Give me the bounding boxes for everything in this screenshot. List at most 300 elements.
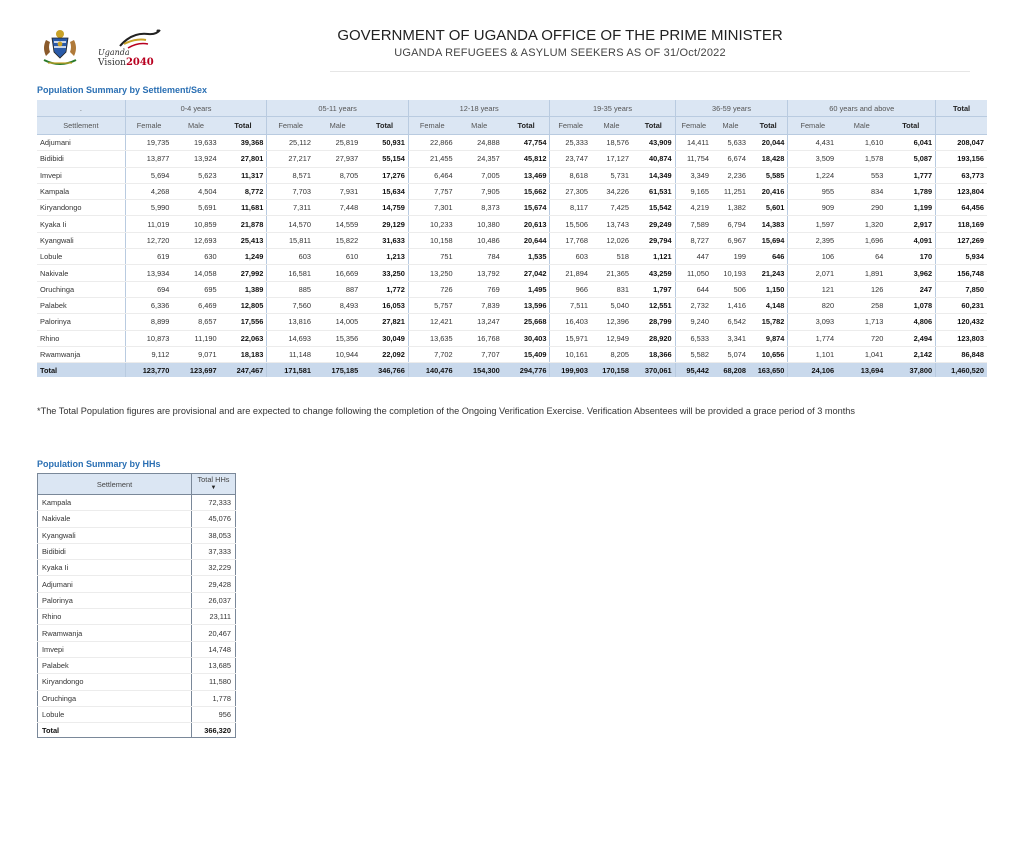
table-cell: 28,920 bbox=[632, 330, 675, 346]
table-cell: 506 bbox=[712, 281, 749, 297]
table-cell: 86,848 bbox=[936, 346, 987, 362]
table-cell: 19,633 bbox=[172, 135, 219, 151]
table-cell: 20,044 bbox=[749, 135, 788, 151]
table-cell: 25,333 bbox=[550, 135, 591, 151]
table-cell: 6,533 bbox=[675, 330, 712, 346]
hh-row bbox=[38, 690, 236, 706]
table-cell: 820 bbox=[788, 297, 837, 313]
sub-header: Total bbox=[220, 117, 267, 135]
table-cell: 5,040 bbox=[591, 297, 632, 313]
table-cell: 29,794 bbox=[632, 232, 675, 248]
table-cell: 5,582 bbox=[675, 346, 712, 362]
table-cell: 726 bbox=[408, 281, 455, 297]
table-cell: 13,792 bbox=[456, 265, 503, 281]
total-cell: 24,106 bbox=[788, 363, 837, 378]
table-row bbox=[37, 330, 987, 346]
sub-header: Female bbox=[408, 117, 455, 135]
table-cell: 61,531 bbox=[632, 183, 675, 199]
hh-settlement-name: Imvepi bbox=[38, 641, 192, 657]
table-cell: 15,409 bbox=[503, 346, 550, 362]
total-cell: 171,581 bbox=[267, 363, 314, 378]
table-cell: 4,431 bbox=[788, 135, 837, 151]
grand-total-header: Total bbox=[936, 100, 987, 117]
table-cell: 13,247 bbox=[456, 314, 503, 330]
hh-row bbox=[38, 706, 236, 722]
table-row bbox=[37, 216, 987, 232]
table-cell: 1,777 bbox=[886, 167, 935, 183]
table-cell: 43,909 bbox=[632, 135, 675, 151]
hh-settlement-header: Settlement bbox=[38, 474, 192, 495]
total-cell: 68,208 bbox=[712, 363, 749, 378]
table-cell: 8,705 bbox=[314, 167, 361, 183]
population-by-settlement-sex-table bbox=[37, 100, 987, 377]
table-cell: 1,891 bbox=[837, 265, 886, 281]
hh-row bbox=[38, 527, 236, 543]
settlement-name: Palabek bbox=[37, 297, 125, 313]
table-cell: 290 bbox=[837, 200, 886, 216]
total-cell: 199,903 bbox=[550, 363, 591, 378]
table-cell: 8,373 bbox=[456, 200, 503, 216]
hh-settlement-name: Palorinya bbox=[38, 592, 192, 608]
settlement-name: Rhino bbox=[37, 330, 125, 346]
table-cell: 9,874 bbox=[749, 330, 788, 346]
total-cell: 154,300 bbox=[456, 363, 503, 378]
table-cell: 15,662 bbox=[503, 183, 550, 199]
hh-value: 72,333 bbox=[192, 495, 236, 511]
total-row bbox=[37, 363, 987, 378]
table-cell: 121 bbox=[788, 281, 837, 297]
total-cell: 294,776 bbox=[503, 363, 550, 378]
sub-header: Female bbox=[125, 117, 172, 135]
table-cell: 5,757 bbox=[408, 297, 455, 313]
table-cell: 15,634 bbox=[361, 183, 408, 199]
table-cell: 5,731 bbox=[591, 167, 632, 183]
table-cell: 7,589 bbox=[675, 216, 712, 232]
table-cell: 966 bbox=[550, 281, 591, 297]
table-cell: 40,874 bbox=[632, 151, 675, 167]
table-row bbox=[37, 314, 987, 330]
settlement-name: Adjumani bbox=[37, 135, 125, 151]
table-cell: 603 bbox=[550, 249, 591, 265]
table-cell: 16,053 bbox=[361, 297, 408, 313]
table-cell: 619 bbox=[125, 249, 172, 265]
table-cell: 28,799 bbox=[632, 314, 675, 330]
table-cell: 1,713 bbox=[837, 314, 886, 330]
table-cell: 27,937 bbox=[314, 151, 361, 167]
table-cell: 16,669 bbox=[314, 265, 361, 281]
group-header: 60 years and above bbox=[788, 100, 936, 117]
table-cell: 10,158 bbox=[408, 232, 455, 248]
table-cell: 1,078 bbox=[886, 297, 935, 313]
table-cell: 8,618 bbox=[550, 167, 591, 183]
hh-settlement-name: Lobule bbox=[38, 706, 192, 722]
hh-value: 956 bbox=[192, 706, 236, 722]
vision-label-line1: Uganda bbox=[98, 48, 130, 57]
table-cell: 15,506 bbox=[550, 216, 591, 232]
table-cell: 208,047 bbox=[936, 135, 987, 151]
table-cell: 47,754 bbox=[503, 135, 550, 151]
table-cell: 21,878 bbox=[220, 216, 267, 232]
table-cell: 7,311 bbox=[267, 200, 314, 216]
hh-value: 1,778 bbox=[192, 690, 236, 706]
table-cell: 19,735 bbox=[125, 135, 172, 151]
table-cell: 1,610 bbox=[837, 135, 886, 151]
table-cell: 1,797 bbox=[632, 281, 675, 297]
table-cell: 30,049 bbox=[361, 330, 408, 346]
table-cell: 13,596 bbox=[503, 297, 550, 313]
hh-value: 26,037 bbox=[192, 592, 236, 608]
hh-total-row bbox=[38, 723, 236, 738]
table-cell: 25,819 bbox=[314, 135, 361, 151]
table-cell: 24,357 bbox=[456, 151, 503, 167]
table-cell: 5,601 bbox=[749, 200, 788, 216]
hh-settlement-name: Kampala bbox=[38, 495, 192, 511]
table-cell: 14,759 bbox=[361, 200, 408, 216]
hh-value: 38,053 bbox=[192, 527, 236, 543]
table-cell: 15,356 bbox=[314, 330, 361, 346]
sub-header: Male bbox=[837, 117, 886, 135]
settlement-name: Rwamwanja bbox=[37, 346, 125, 362]
table-cell: 4,219 bbox=[675, 200, 712, 216]
table-cell: 45,812 bbox=[503, 151, 550, 167]
total-cell: 37,800 bbox=[886, 363, 935, 378]
table-row bbox=[37, 200, 987, 216]
table-cell: 12,949 bbox=[591, 330, 632, 346]
page-subtitle: UGANDA REFUGEES & ASYLUM SEEKERS AS OF 31/Oct/2022 bbox=[394, 47, 726, 59]
table-cell: 630 bbox=[172, 249, 219, 265]
table-cell: 123,803 bbox=[936, 330, 987, 346]
hh-total-header-label: Total HHs bbox=[197, 475, 230, 484]
table-cell: 17,127 bbox=[591, 151, 632, 167]
table-cell: 1,416 bbox=[712, 297, 749, 313]
table-cell: 3,093 bbox=[788, 314, 837, 330]
vision-2040-logo bbox=[98, 26, 166, 70]
table-cell: 17,276 bbox=[361, 167, 408, 183]
table-cell: 7,703 bbox=[267, 183, 314, 199]
hh-row bbox=[38, 543, 236, 559]
table-cell: 5,074 bbox=[712, 346, 749, 362]
hh-row bbox=[38, 625, 236, 641]
table-cell: 553 bbox=[837, 167, 886, 183]
table-cell: 12,026 bbox=[591, 232, 632, 248]
table-cell: 4,148 bbox=[749, 297, 788, 313]
hh-value: 45,076 bbox=[192, 511, 236, 527]
table-cell: 15,674 bbox=[503, 200, 550, 216]
hh-settlement-name: Kyangwali bbox=[38, 527, 192, 543]
hh-table-body bbox=[38, 495, 236, 723]
table-cell: 1,041 bbox=[837, 346, 886, 362]
table-cell: 2,236 bbox=[712, 167, 749, 183]
group-header: 36-59 years bbox=[675, 100, 788, 117]
hh-settlement-name: Kiryandongo bbox=[38, 674, 192, 690]
table-cell: 955 bbox=[788, 183, 837, 199]
table-row bbox=[37, 265, 987, 281]
table-cell: 126 bbox=[837, 281, 886, 297]
group-header-row bbox=[37, 100, 987, 117]
table-cell: 3,349 bbox=[675, 167, 712, 183]
hh-settlement-name: Palabek bbox=[38, 657, 192, 673]
table-cell: 1,382 bbox=[712, 200, 749, 216]
table-cell: 63,773 bbox=[936, 167, 987, 183]
table-cell: 11,317 bbox=[220, 167, 267, 183]
sub-header: Female bbox=[675, 117, 712, 135]
table-cell: 603 bbox=[267, 249, 314, 265]
table-cell: 9,165 bbox=[675, 183, 712, 199]
table-cell: 18,428 bbox=[749, 151, 788, 167]
table-cell: 3,509 bbox=[788, 151, 837, 167]
settlement-name: Kyangwali bbox=[37, 232, 125, 248]
group-header: 0-4 years bbox=[125, 100, 267, 117]
table-cell: 751 bbox=[408, 249, 455, 265]
table-cell: 10,161 bbox=[550, 346, 591, 362]
table-cell: 1,320 bbox=[837, 216, 886, 232]
table-cell: 1,774 bbox=[788, 330, 837, 346]
table-row bbox=[37, 232, 987, 248]
table-cell: 7,707 bbox=[456, 346, 503, 362]
table-cell: 27,992 bbox=[220, 265, 267, 281]
table-cell: 14,693 bbox=[267, 330, 314, 346]
hh-row bbox=[38, 511, 236, 527]
table-cell: 1,224 bbox=[788, 167, 837, 183]
sub-header: Total bbox=[886, 117, 935, 135]
hh-row bbox=[38, 641, 236, 657]
table-cell: 4,806 bbox=[886, 314, 935, 330]
table-cell: 8,727 bbox=[675, 232, 712, 248]
table-cell: 11,681 bbox=[220, 200, 267, 216]
table-cell: 7,425 bbox=[591, 200, 632, 216]
table-cell: 7,448 bbox=[314, 200, 361, 216]
table-cell: 7,702 bbox=[408, 346, 455, 362]
table-cell: 885 bbox=[267, 281, 314, 297]
hh-value: 14,748 bbox=[192, 641, 236, 657]
table-cell: 127,269 bbox=[936, 232, 987, 248]
table-cell: 646 bbox=[749, 249, 788, 265]
table-cell: 31,633 bbox=[361, 232, 408, 248]
sub-header: Female bbox=[267, 117, 314, 135]
table-cell: 6,967 bbox=[712, 232, 749, 248]
sub-header: Male bbox=[712, 117, 749, 135]
vision-year: 2040 bbox=[125, 57, 154, 68]
settlement-header: Settlement bbox=[37, 117, 125, 135]
table-cell: 120,432 bbox=[936, 314, 987, 330]
table-cell: 610 bbox=[314, 249, 361, 265]
table-cell: 14,349 bbox=[632, 167, 675, 183]
hh-table-title: Population Summary by HHs bbox=[37, 459, 161, 469]
page-title: GOVERNMENT OF UGANDA OFFICE OF THE PRIME MINISTER bbox=[337, 27, 783, 44]
table-cell: 5,633 bbox=[712, 135, 749, 151]
table-cell: 10,944 bbox=[314, 346, 361, 362]
table-cell: 1,121 bbox=[632, 249, 675, 265]
crane-bird-icon bbox=[118, 26, 162, 50]
table-cell: 22,092 bbox=[361, 346, 408, 362]
settlement-name: Palorinya bbox=[37, 314, 125, 330]
table-cell: 1,495 bbox=[503, 281, 550, 297]
table-cell: 14,411 bbox=[675, 135, 712, 151]
table-cell: 13,816 bbox=[267, 314, 314, 330]
table-cell: 7,757 bbox=[408, 183, 455, 199]
table-cell: 156,748 bbox=[936, 265, 987, 281]
corner-cell: . bbox=[37, 100, 125, 117]
table-cell: 6,336 bbox=[125, 297, 172, 313]
table-cell: 34,226 bbox=[591, 183, 632, 199]
logos bbox=[36, 22, 166, 72]
total-cell: 1,460,520 bbox=[936, 363, 987, 378]
table-cell: 784 bbox=[456, 249, 503, 265]
table-cell: 9,071 bbox=[172, 346, 219, 362]
table-cell: 21,365 bbox=[591, 265, 632, 281]
table-cell: 14,559 bbox=[314, 216, 361, 232]
table-cell: 7,560 bbox=[267, 297, 314, 313]
hh-value: 29,428 bbox=[192, 576, 236, 592]
hh-settlement-name: Rhino bbox=[38, 609, 192, 625]
table-cell: 64 bbox=[837, 249, 886, 265]
table-cell: 11,754 bbox=[675, 151, 712, 167]
table-cell: 17,768 bbox=[550, 232, 591, 248]
table-cell: 21,243 bbox=[749, 265, 788, 281]
table-cell: 14,058 bbox=[172, 265, 219, 281]
hh-total-header[interactable] bbox=[192, 474, 236, 495]
total-cell: 247,467 bbox=[220, 363, 267, 378]
table-cell: 2,917 bbox=[886, 216, 935, 232]
table-cell: 30,403 bbox=[503, 330, 550, 346]
table-cell: 21,455 bbox=[408, 151, 455, 167]
table-cell: 15,782 bbox=[749, 314, 788, 330]
sub-header: Male bbox=[591, 117, 632, 135]
table-cell: 170 bbox=[886, 249, 935, 265]
hh-value: 11,580 bbox=[192, 674, 236, 690]
table-cell: 10,193 bbox=[712, 265, 749, 281]
sub-header: Total bbox=[503, 117, 550, 135]
table-cell: 1,150 bbox=[749, 281, 788, 297]
table-cell: 14,383 bbox=[749, 216, 788, 232]
population-by-hh-table bbox=[37, 473, 236, 738]
table-cell: 2,494 bbox=[886, 330, 935, 346]
total-cell: 123,697 bbox=[172, 363, 219, 378]
table-cell: 20,644 bbox=[503, 232, 550, 248]
table-cell: 12,720 bbox=[125, 232, 172, 248]
table-row bbox=[37, 346, 987, 362]
table-cell: 9,240 bbox=[675, 314, 712, 330]
table-cell: 720 bbox=[837, 330, 886, 346]
vision-word: Vision bbox=[98, 58, 126, 68]
table-cell: 5,934 bbox=[936, 249, 987, 265]
sub-header: Total bbox=[361, 117, 408, 135]
sub-header: Female bbox=[550, 117, 591, 135]
table-cell: 769 bbox=[456, 281, 503, 297]
table-cell: 909 bbox=[788, 200, 837, 216]
table-cell: 11,050 bbox=[675, 265, 712, 281]
total-cell: 175,185 bbox=[314, 363, 361, 378]
table-cell: 1,213 bbox=[361, 249, 408, 265]
table-cell: 29,249 bbox=[632, 216, 675, 232]
sex-table-title: Population Summary by Settlement/Sex bbox=[37, 85, 208, 95]
total-cell: 95,442 bbox=[675, 363, 712, 378]
table-cell: 1,597 bbox=[788, 216, 837, 232]
total-label: Total bbox=[37, 363, 125, 378]
total-cell: 163,650 bbox=[749, 363, 788, 378]
table-cell: 6,794 bbox=[712, 216, 749, 232]
hh-row bbox=[38, 560, 236, 576]
table-cell: 2,395 bbox=[788, 232, 837, 248]
table-cell: 20,613 bbox=[503, 216, 550, 232]
provisional-note: *The Total Population figures are provisional and are expected to change following the completion of the Ongoing Verification Exercise. Verification Absentees will be provided a grace period of 3 months bbox=[37, 406, 856, 416]
table-cell: 12,396 bbox=[591, 314, 632, 330]
table-cell: 25,413 bbox=[220, 232, 267, 248]
table-cell: 1,535 bbox=[503, 249, 550, 265]
table-cell: 20,416 bbox=[749, 183, 788, 199]
table-cell: 29,129 bbox=[361, 216, 408, 232]
table-row bbox=[37, 281, 987, 297]
table-cell: 10,873 bbox=[125, 330, 172, 346]
settlement-name: Kampala bbox=[37, 183, 125, 199]
sort-desc-icon[interactable]: ▼ bbox=[210, 485, 217, 491]
hh-value: 20,467 bbox=[192, 625, 236, 641]
table-cell: 2,142 bbox=[886, 346, 935, 362]
table-cell: 8,205 bbox=[591, 346, 632, 362]
total-cell: 170,158 bbox=[591, 363, 632, 378]
table-cell: 8,899 bbox=[125, 314, 172, 330]
table-cell: 13,924 bbox=[172, 151, 219, 167]
table-cell: 1,789 bbox=[886, 183, 935, 199]
table-cell: 15,822 bbox=[314, 232, 361, 248]
hh-row bbox=[38, 657, 236, 673]
coat-of-arms-icon bbox=[36, 22, 84, 70]
table-cell: 27,042 bbox=[503, 265, 550, 281]
sub-header: Male bbox=[172, 117, 219, 135]
table-cell: 14,005 bbox=[314, 314, 361, 330]
table-cell: 5,691 bbox=[172, 200, 219, 216]
table-cell: 60,231 bbox=[936, 297, 987, 313]
table-cell: 16,403 bbox=[550, 314, 591, 330]
table-cell: 13,469 bbox=[503, 167, 550, 183]
table-cell: 12,551 bbox=[632, 297, 675, 313]
table-cell: 1,772 bbox=[361, 281, 408, 297]
group-header: 05-11 years bbox=[267, 100, 409, 117]
table-row bbox=[37, 151, 987, 167]
settlement-name: Kyaka Ii bbox=[37, 216, 125, 232]
table-cell: 8,571 bbox=[267, 167, 314, 183]
settlement-name: Bidibidi bbox=[37, 151, 125, 167]
table-cell: 21,894 bbox=[550, 265, 591, 281]
table-cell: 15,542 bbox=[632, 200, 675, 216]
total-cell: 370,061 bbox=[632, 363, 675, 378]
table-cell: 1,578 bbox=[837, 151, 886, 167]
sub-header-row bbox=[37, 117, 987, 135]
table-cell: 15,971 bbox=[550, 330, 591, 346]
hh-header-row bbox=[38, 474, 236, 495]
table-cell: 27,305 bbox=[550, 183, 591, 199]
table-cell: 13,635 bbox=[408, 330, 455, 346]
table-cell: 7,301 bbox=[408, 200, 455, 216]
table-cell: 5,623 bbox=[172, 167, 219, 183]
table-cell: 12,805 bbox=[220, 297, 267, 313]
hh-row bbox=[38, 576, 236, 592]
table-cell: 5,087 bbox=[886, 151, 935, 167]
table-cell: 18,183 bbox=[220, 346, 267, 362]
hh-total-label: Total bbox=[38, 723, 192, 738]
table-cell: 55,154 bbox=[361, 151, 408, 167]
table-cell: 447 bbox=[675, 249, 712, 265]
hh-settlement-name: Kyaka Ii bbox=[38, 560, 192, 576]
table-cell: 13,934 bbox=[125, 265, 172, 281]
header-divider bbox=[330, 71, 970, 72]
table-row bbox=[37, 135, 987, 151]
total-cell: 346,766 bbox=[361, 363, 408, 378]
table-cell: 15,811 bbox=[267, 232, 314, 248]
table-cell: 831 bbox=[591, 281, 632, 297]
settlement-name: Imvepi bbox=[37, 167, 125, 183]
sub-header: Female bbox=[788, 117, 837, 135]
